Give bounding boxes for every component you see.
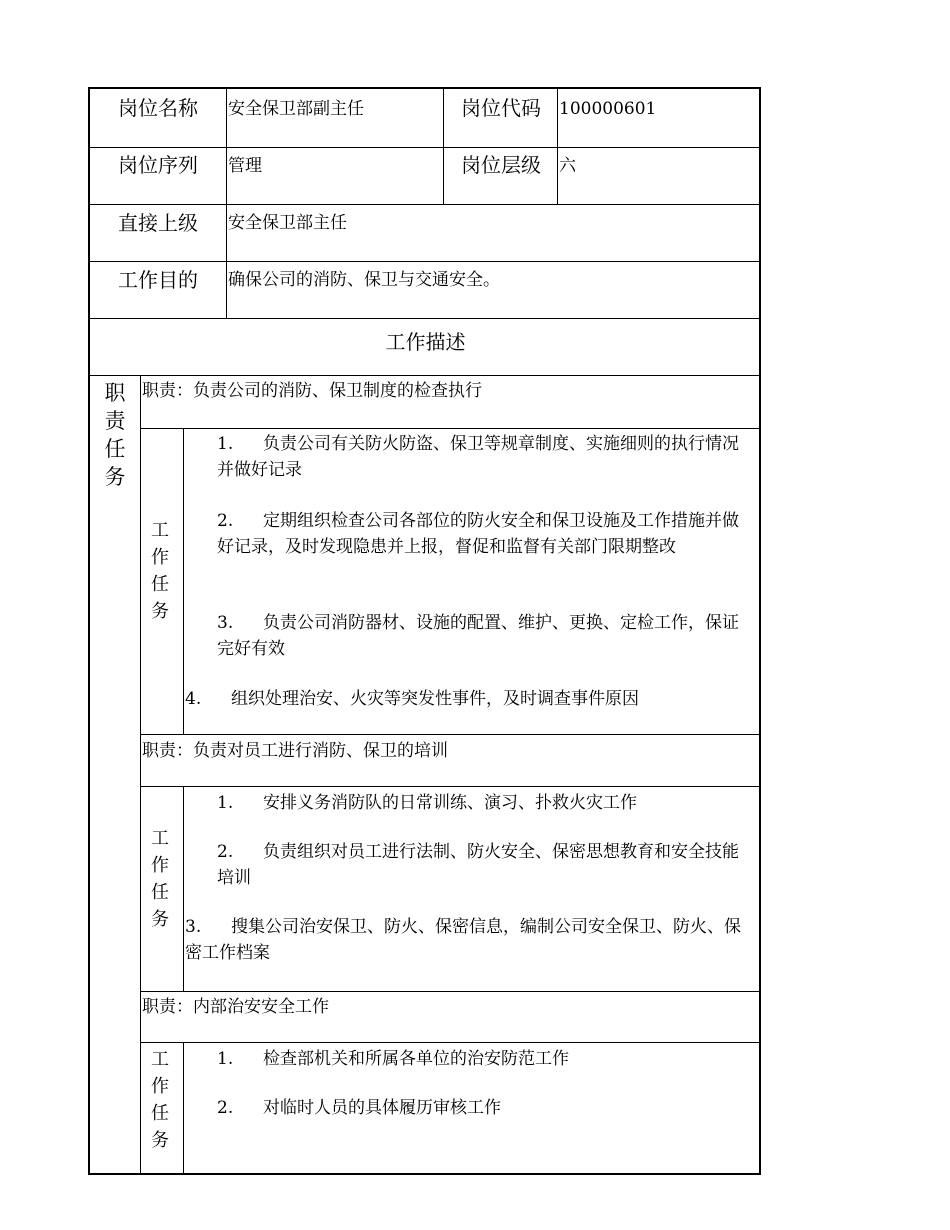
task-2-3: 3. 搜集公司治安保卫、防火、保密信息，编制公司安全保卫、防火、保密工作档案	[185, 917, 741, 963]
position-code-label: 岗位代码	[461, 96, 541, 120]
position-name-value: 安全保卫部副主任	[228, 99, 364, 119]
row-divider	[140, 734, 761, 735]
row-divider	[140, 786, 761, 787]
col-divider	[443, 89, 444, 204]
task-label-3: 工作任务	[151, 1049, 169, 1151]
job-description-table	[88, 87, 761, 1175]
row-divider	[90, 147, 761, 148]
duty-title-3: 职责：内部治安安全工作	[142, 997, 329, 1017]
supervisor-label: 直接上级	[118, 211, 198, 235]
supervisor-value: 安全保卫部主任	[228, 213, 347, 233]
task-3-2: 2. 对临时人员的具体履历审核工作	[217, 1098, 501, 1118]
position-series-label: 岗位序列	[118, 153, 198, 177]
position-name-label: 岗位名称	[118, 96, 198, 120]
task-1-2: 2. 定期组织检查公司各部位的防火安全和保卫设施及工作措施并做好记录，及时发现隐患并上报，督促和监督有关部门限期整改	[217, 511, 739, 557]
col-divider	[557, 89, 558, 204]
task-3-1: 1. 检查部机关和所属各单位的治安防范工作	[217, 1049, 569, 1069]
task-label-1: 工作任务	[151, 520, 169, 622]
col-divider	[140, 375, 141, 1175]
row-divider	[90, 261, 761, 262]
col-divider	[183, 786, 184, 991]
purpose-label: 工作目的	[118, 268, 198, 292]
position-level-value: 六	[559, 156, 576, 176]
row-divider	[140, 428, 761, 429]
duty-title-1: 职责：负责公司的消防、保卫制度的检查执行	[142, 381, 482, 401]
purpose-value: 确保公司的消防、保卫与交通安全。	[228, 270, 500, 290]
row-divider	[90, 318, 761, 319]
row-divider	[140, 1042, 761, 1043]
task-label-2: 工作任务	[151, 828, 169, 930]
task-1-1: 1. 负责公司有关防火防盗、保卫等规章制度、实施细则的执行情况并做好记录	[217, 434, 739, 480]
duty-title-2: 职责：负责对员工进行消防、保卫的培训	[142, 741, 448, 761]
task-2-2: 2. 负责组织对员工进行法制、防火安全、保密思想教育和安全技能培训	[217, 842, 739, 888]
col-divider	[226, 89, 227, 318]
duties-label: 职责任务	[104, 381, 126, 489]
description-title: 工作描述	[385, 330, 466, 354]
task-1-3: 3. 负责公司消防器材、设施的配置、维护、更换、定检工作，保证完好有效	[217, 613, 739, 659]
task-2-1: 1. 安排义务消防队的日常训练、演习、扑救火灾工作	[217, 793, 637, 813]
row-divider	[90, 375, 761, 376]
position-level-label: 岗位层级	[461, 153, 541, 177]
task-1-4: 4. 组织处理治安、火灾等突发性事件，及时调查事件原因	[185, 689, 639, 709]
row-divider	[140, 991, 761, 992]
position-series-value: 管理	[228, 156, 262, 176]
col-divider	[183, 1042, 184, 1175]
row-divider	[90, 204, 761, 205]
col-divider	[183, 428, 184, 734]
position-code-value: 100000601	[559, 99, 657, 119]
